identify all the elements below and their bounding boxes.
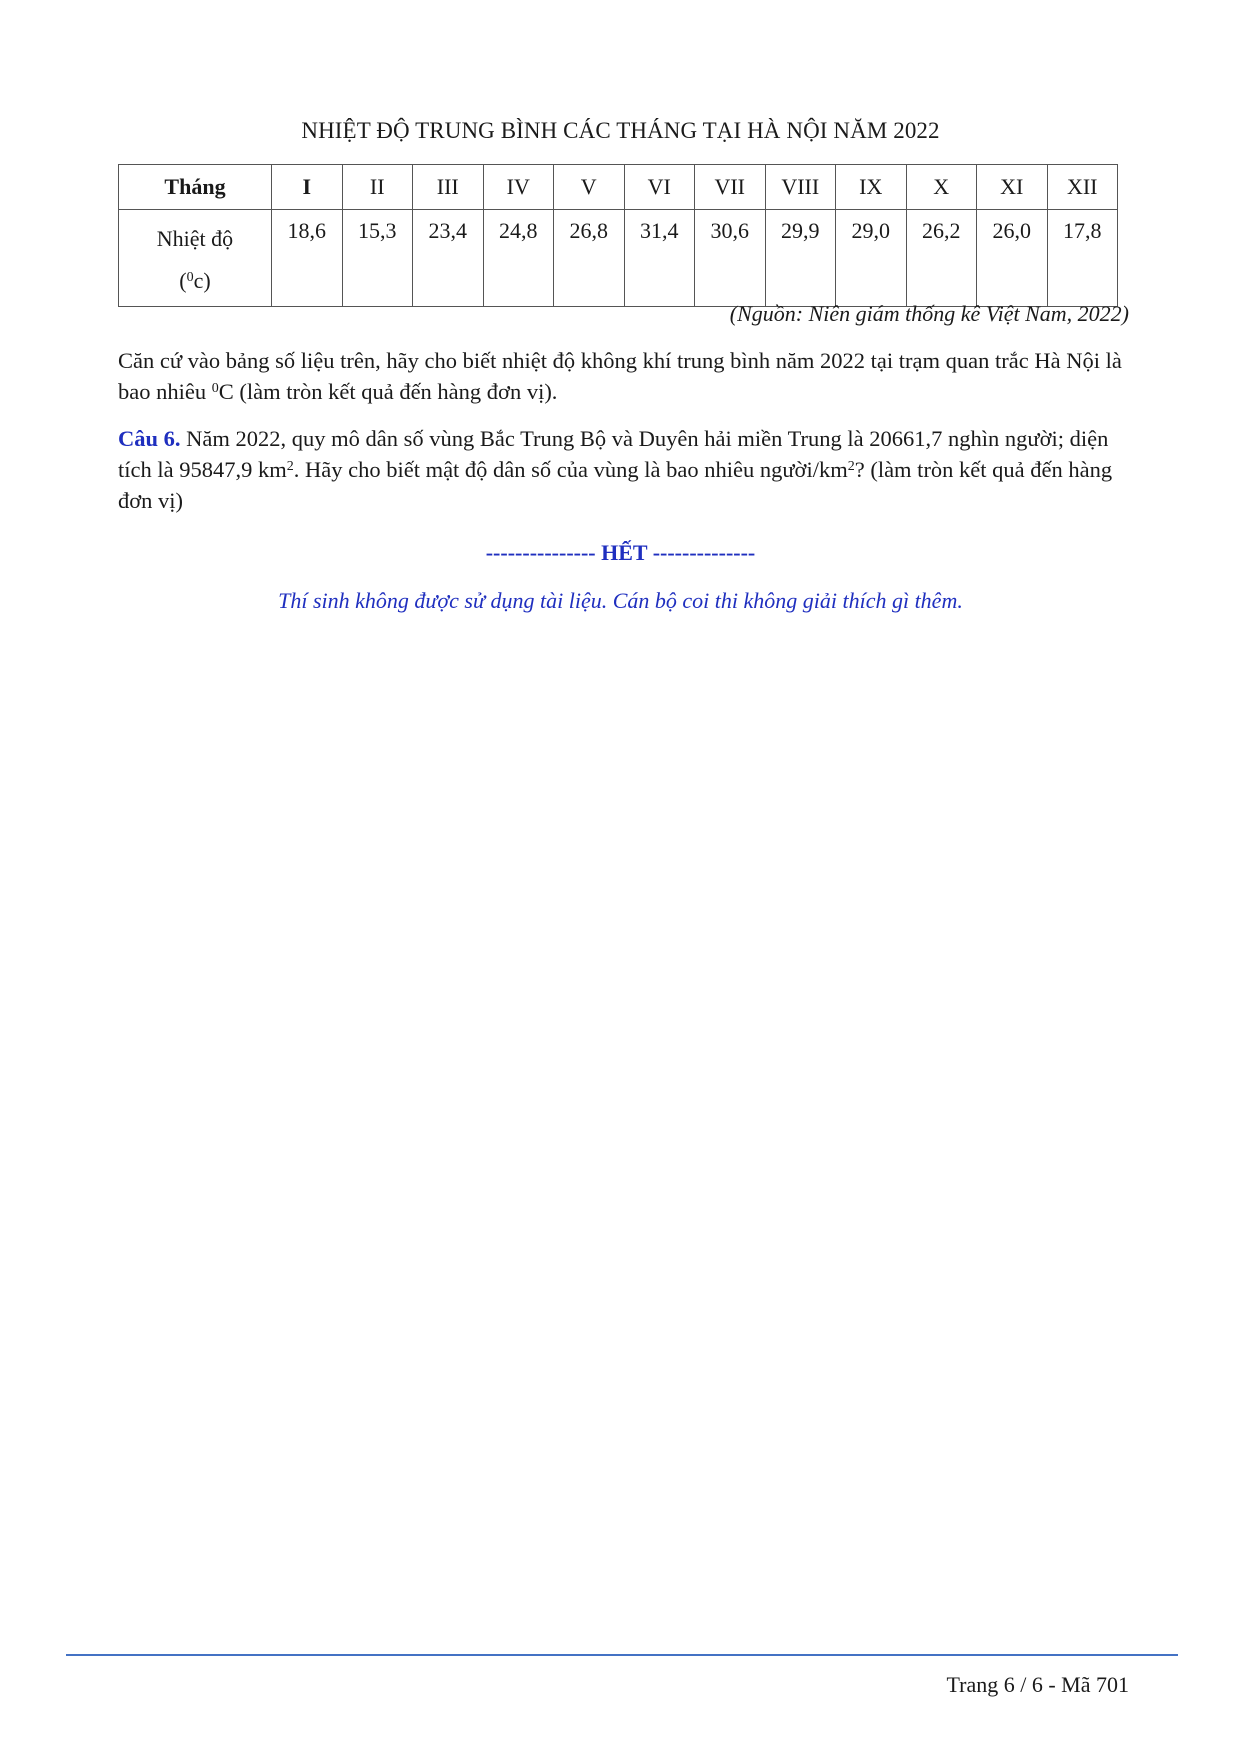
question-5-text: Căn cứ vào bảng số liệu trên, hãy cho biết nhiệt độ không khí trung bình năm 2022 tại trạm quan trắc Hà Nội là bao nhiêu $^0$C (làm tròn kết quả đến hàng đơn vị). xyxy=(118,348,1122,404)
row-label-text: Nhiệt độ xyxy=(156,226,234,251)
month-cell: III xyxy=(413,165,484,210)
month-cell: II xyxy=(342,165,413,210)
month-cell: V xyxy=(554,165,625,210)
value-cell: 30,6 xyxy=(695,210,766,307)
month-cell: VIII xyxy=(765,165,836,210)
value-cell: 15,3 xyxy=(342,210,413,307)
end-marker: --------------- HẾT -------------- xyxy=(485,540,756,565)
row-label-unit: ($^0$c) xyxy=(179,268,211,293)
question-6-label: Câu 6. xyxy=(118,426,181,451)
value-cell: 26,2 xyxy=(906,210,977,307)
question-6-text: Câu 6. Năm 2022, quy mô dân số vùng Bắc Trung Bộ và Duyên hải miền Trung là 20661,7 nghìn người; diện tích là 95847,9 $km^2$. Hãy cho biết mật độ dân số của vùng là bao nhiêu người/$km^2$? (làm tròn kết quả đến hàng đơn vị) xyxy=(118,426,1113,513)
month-cell: VI xyxy=(624,165,695,210)
table-header-row xyxy=(119,165,1118,210)
value-cell: 17,8 xyxy=(1047,210,1118,307)
exam-note: Thí sinh không được sử dụng tài liệu. Cán bộ coi thi không giải thích gì thêm. xyxy=(278,588,963,613)
temperature-table xyxy=(118,164,1118,307)
table-title: NHIỆT ĐỘ TRUNG BÌNH CÁC THÁNG TẠI HÀ NỘI NĂM 2022 xyxy=(301,118,940,143)
month-cell: IX xyxy=(836,165,907,210)
value-cell: 24,8 xyxy=(483,210,554,307)
value-cell: 26,8 xyxy=(554,210,625,307)
value-cell: 29,9 xyxy=(765,210,836,307)
value-cell: 18,6 xyxy=(272,210,343,307)
month-cell: X xyxy=(906,165,977,210)
footer-divider xyxy=(66,1654,1178,1656)
month-cell: I xyxy=(272,165,343,210)
value-cell: 23,4 xyxy=(413,210,484,307)
table-values-row xyxy=(119,210,1118,307)
value-cell: 29,0 xyxy=(836,210,907,307)
table-source: (Nguồn: Niên giám thống kê Việt Nam, 2022) xyxy=(729,301,1129,326)
month-cell: VII xyxy=(695,165,766,210)
value-cell: 31,4 xyxy=(624,210,695,307)
month-cell: IV xyxy=(483,165,554,210)
value-cell: 26,0 xyxy=(977,210,1048,307)
month-cell: XII xyxy=(1047,165,1118,210)
row-label-cell xyxy=(119,210,272,307)
month-cell: XI xyxy=(977,165,1048,210)
header-label-cell: Tháng xyxy=(119,165,272,210)
page-footer: Trang 6 / 6 - Mã 701 xyxy=(946,1672,1129,1697)
